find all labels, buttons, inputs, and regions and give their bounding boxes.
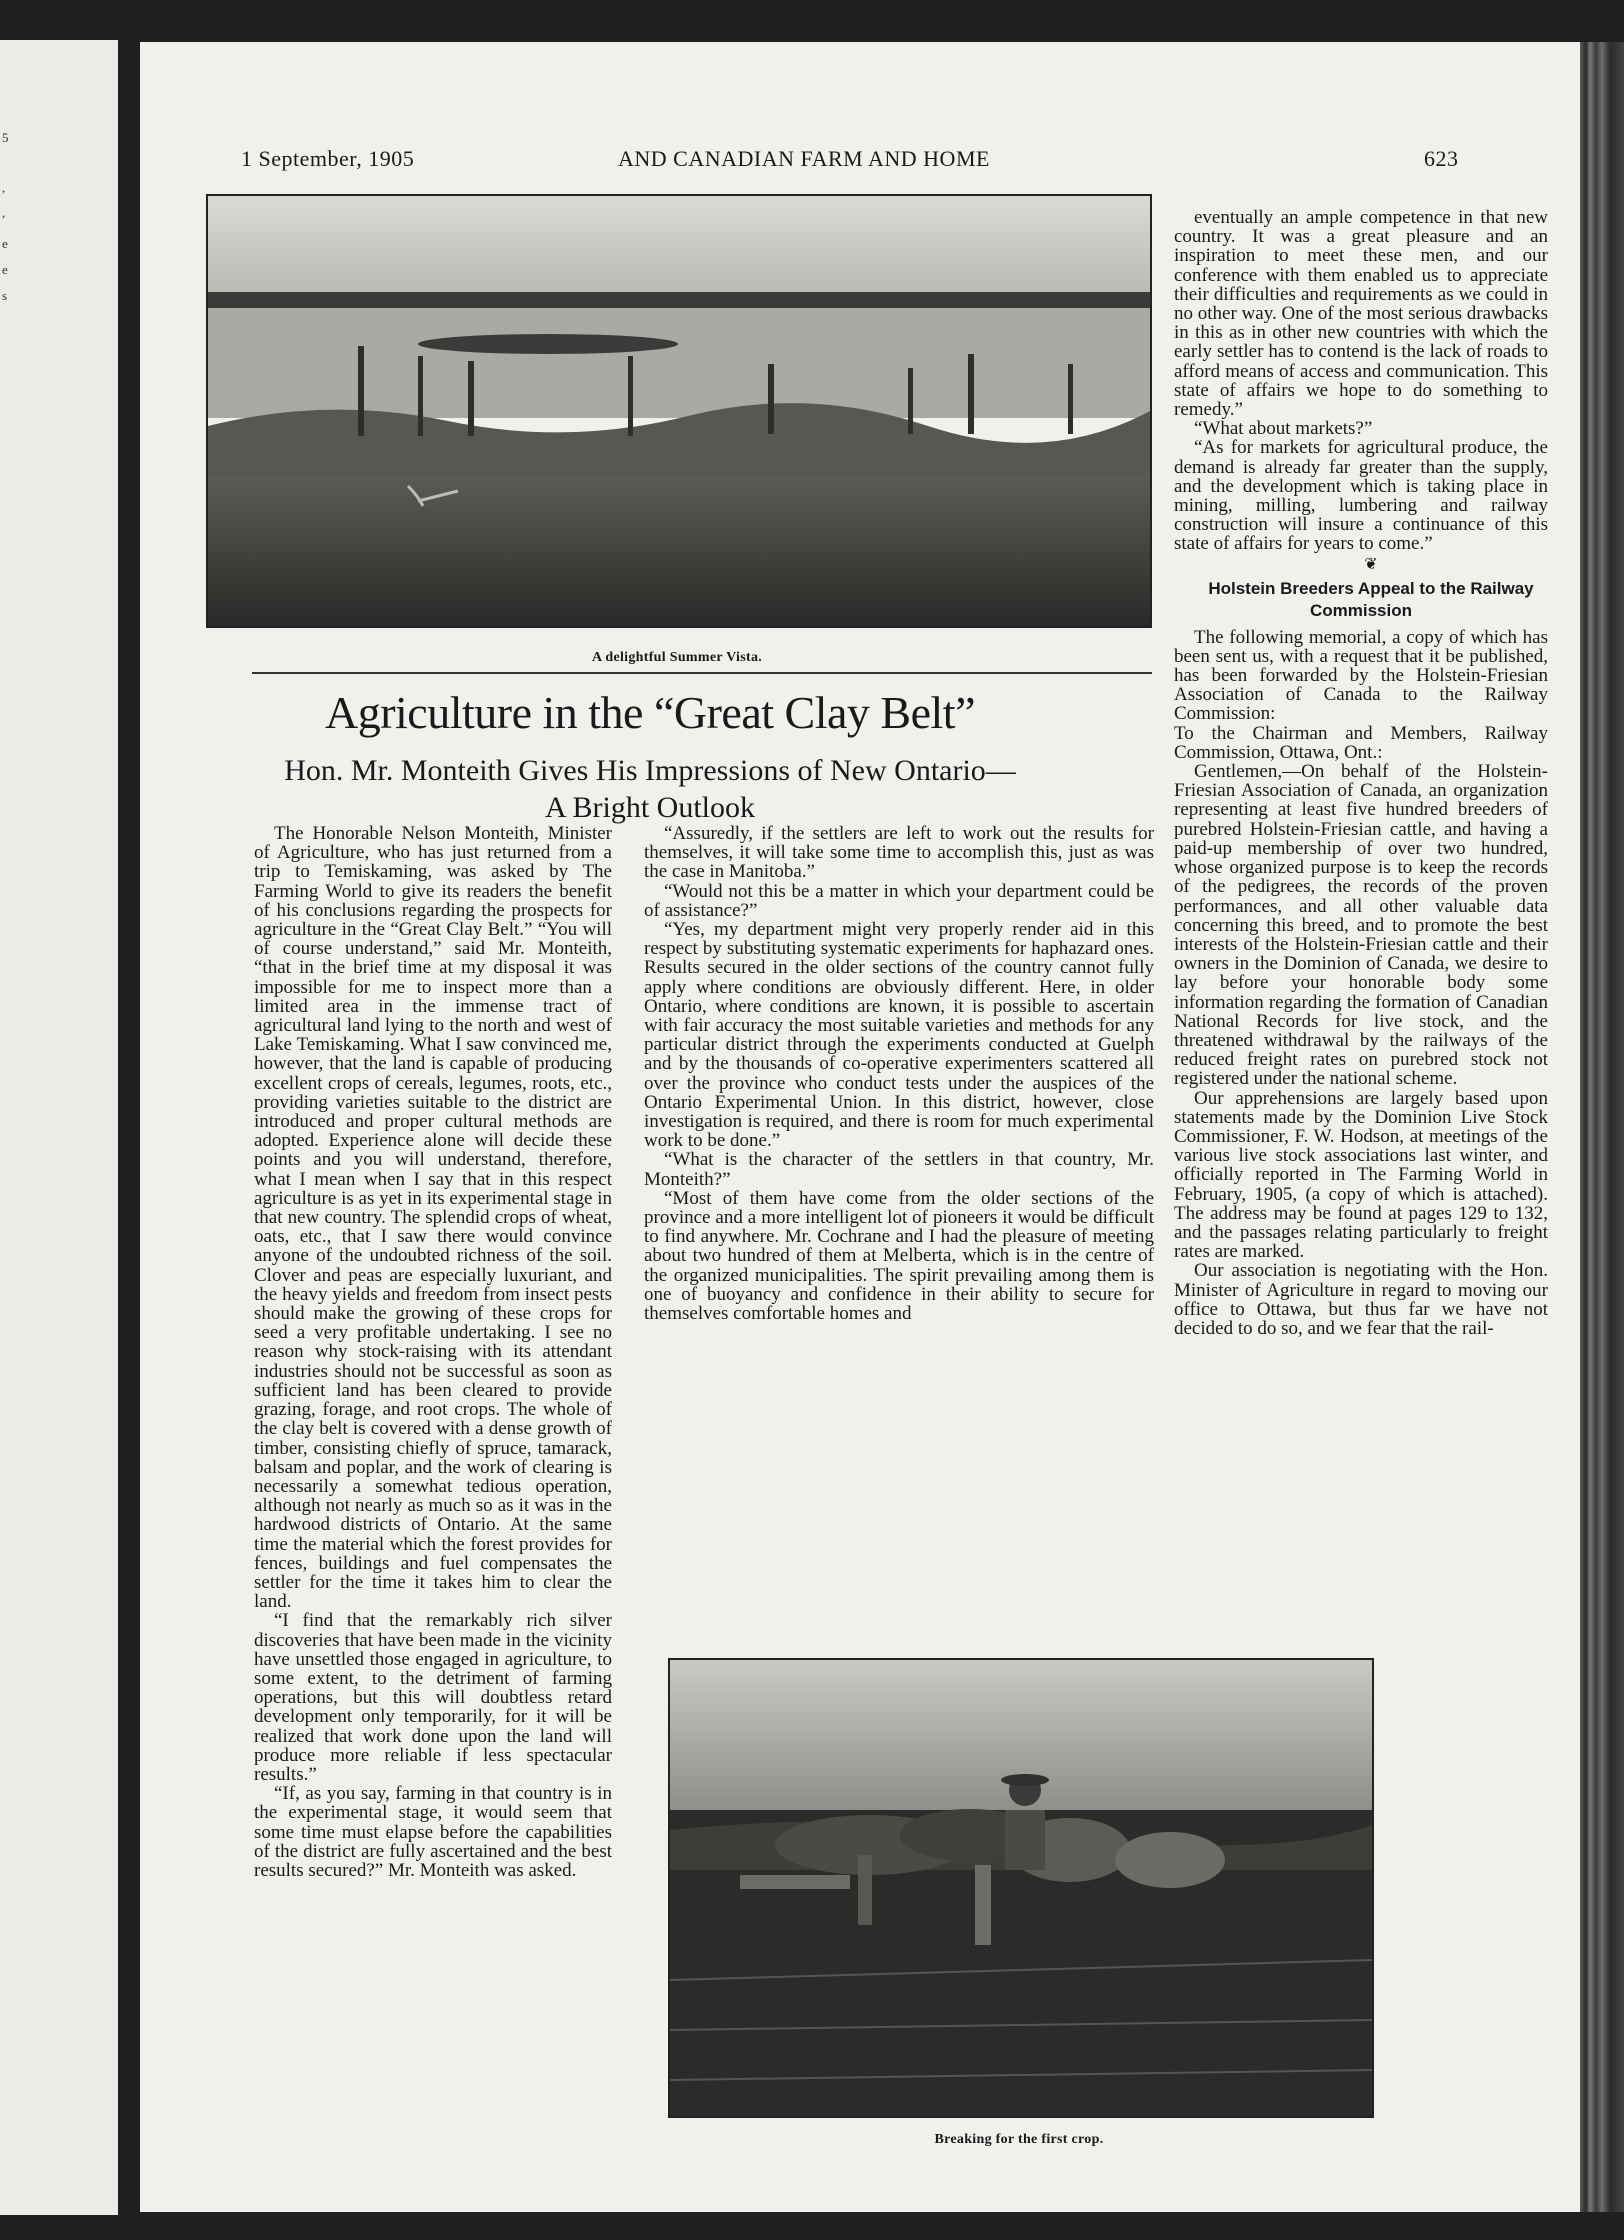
margin-fragment: 5 [2, 130, 9, 145]
article-column-2 [644, 824, 1154, 1323]
publication-title: AND CANADIAN FARM AND HOME [618, 146, 990, 171]
section-ornament: ❦ [1364, 555, 1378, 573]
page-header [140, 146, 1580, 186]
issue-date: 1 September, 1905 [241, 146, 415, 171]
holstein-heading: Holstein Breeders Appeal to the Railway Commission [1208, 578, 1534, 620]
article-paragraph: eventually an ample competence in that new country. It was a great pleasure and an inspiration to meet these men, and our conference with them enabled us to appreciate their difficulties and requirements as we could in no other way. One of the most serious drawbacks in this as in other new countries with which the early settler has to contend is the lack of roads to afford means of access and communication. This state of affairs we hope to do something to remedy.” [1174, 207, 1548, 421]
article-paragraph: The Honorable Nelson Monteith, Minister of Agriculture, who has just returned from a trip to Temiskaming, was asked by The Farming World to give its readers the benefit of his conclusions regarding the prospects for agriculture in the “Great Clay Belt.” “You will of course understand,” said Mr. Monteith, “that in the brief time at my disposal it was impossible for me to inspect more than a limited area in the immense tract of agricultural land lying to the north and west of Lake Temiskaming. What I saw convinced me, however, that the land is capable of producing excellent crops of cereals, legumes, roots, etc., providing varieties suitable to the district are introduced and proper cultural methods are adopted. Experience alone will decide these points and you will understand, therefore, what I mean when I say that in this respect agriculture is as yet in its experimental stage in that new country. The splendid crops of wheat, oats, etc., that I saw there would convince anyone of the undoubted richness of the soil. Clover and peas are especially luxuriant, and the heavy yields and freedom from insect pests should make the growing of these crops for seed a very profitable undertaking. I see no reason why stock-raising with its attendant industries should not be successful as soon as sufficient land has been cleared to provide grazing, forage, and root crops. The whole of the clay belt is covered with a dense growth of timber, consisting chiefly of spruce, tamarack, balsam and poplar, and the work of clearing is necessarily a somewhat tedious operation, although not nearly as much so as it was in the hardwood districts of Ontario. At the same time the material which the forest provides for fences, buildings and fuel compensates the settler for the time it takes him to clear the land. [254, 823, 612, 1613]
holstein-paragraph: Our association is negotiating with the Hon. Minister of Agriculture in regard to moving our office to Ottawa, but thus far we have not decided to do so, and we fear that the rail- [1174, 1260, 1548, 1339]
margin-fragment: e [2, 236, 8, 251]
holstein-paragraph: Our apprehensions are largely based upon statements made by the Dominion Live Stock Commissioner, F. W. Hodson, at meetings of the various live stock associations last winter, and officially reported in The Farming World in February, 1905, (a copy of which is attached). The address may be found at pages 129 to 132, and the passages relating particularly to freight rates are marked. [1174, 1087, 1548, 1263]
article-column-1 [254, 824, 612, 1880]
article-paragraph: “Would not this be a matter in which your department could be of assistance?” [644, 880, 1154, 921]
adjacent-page-strip [0, 40, 118, 2215]
article-paragraph: “Most of them have come from the older sections of the province and a more intelligent lot of pioneers it would be difficult to find anywhere. Mr. Cochrane and I had the pleasure of meeting about two hundred of them at Melberta, which is in the centre of the organized municipalities. The spirit prevailing among them is one of buoyancy and confidence in their ability to secure for themselves comfortable homes and [644, 1187, 1154, 1325]
bottom-photo-caption: Breaking for the first crop. [934, 2132, 1104, 2147]
page-number: 623 [1424, 146, 1459, 171]
section-divider [252, 672, 1152, 674]
summer-vista-photo [206, 194, 1152, 628]
top-photo-caption: A delightful Summer Vista. [591, 650, 763, 665]
article-column-3 [1174, 208, 1548, 1338]
margin-fragment: , [2, 180, 6, 195]
article-paragraph: “What about markets?” [1194, 418, 1373, 440]
article-paragraph: “Yes, my department might very properly render aid in this respect by substituting systematic experiments for haphazard ones. Results secured in the older sections of the country cannot fully apply where conditions are obviously different. Here, in older Ontario, where conditions are known, it is possible to ascertain with fair accuracy the most suitable varieties and methods for any particular district through the experiments conducted at Guelph and by the thousands of co-operative experimenters scattered all over the province who conduct tests under the auspices of the Ontario Experimental Union. In this district, however, close investigation is required, and there is room for much experimental work to be done.” [644, 919, 1154, 1152]
holstein-paragraph: The following memorial, a copy of which has been sent us, with a request that it be published, has been forwarded by the Holstein-Friesian Association of Canada to the Railway Commission: [1174, 626, 1548, 725]
article-subtitle [200, 752, 1100, 826]
holstein-salutation: To the Chairman and Members, Railway Commission, Ottawa, Ont.: [1174, 722, 1548, 763]
article-subtitle-line: Hon. Mr. Monteith Gives His Impressions of New Ontario— [284, 754, 1016, 787]
lake-landscape-image [208, 196, 1150, 626]
book-page-edges [1580, 42, 1624, 2212]
holstein-paragraph: Gentlemen,—On behalf of the Holstein-Friesian Association of Canada, an organization representing at least five hundred breeders of purebred Holstein-Friesian cattle, and having a paid-up membership of over two hundred, whose organized purpose is to keep the records of the pedigrees, the records of the proven performances, and all other valuable data concerning this breed, and to promote the best interests of the Holstein-Friesian cattle and their owners in the Dominion of Canada, we desire to lay before your honorable body some information regarding the formation of Canadian National Records for live stock, and the threatened withdrawal by the railways of the reduced freight rates on purebred stock not registered under the national scheme. [1174, 761, 1548, 1090]
newspaper-page [140, 42, 1580, 2212]
article-paragraph: “As for markets for agricultural produce, the demand is already far greater than the supply, and the development which is taking place in mining, milling, lumbering and railway construction will insure a continuance of this state of affairs for years to come.” [1174, 437, 1548, 555]
article-paragraph: “If, as you say, farming in that country is in the experimental stage, it would seem that some time must elapse before the capabilities of the district are fully ascertained and the best results secured?” Mr. Monteith was asked. [254, 1783, 612, 1881]
article-title: Agriculture in the “Great Clay Belt” [324, 687, 976, 738]
article-paragraph: “Assuredly, if the settlers are left to work out the results for themselves, it will take some time to accomplish this, just as was the case in Manitoba.” [644, 823, 1154, 883]
article-paragraph: “What is the character of the settlers in that country, Mr. Monteith?” [644, 1149, 1154, 1190]
oxen-field-image [670, 1660, 1372, 2116]
margin-fragment: s [2, 288, 8, 303]
margin-fragment: e [2, 262, 8, 277]
article-paragraph: “I find that the remarkably rich silver discoveries that have been made in the vicinity have unsettled those engaged in agriculture, to some extent, to the detriment of farming operations, but this will doubtless retard development only temporarily, for it will be realized that work done upon the land will produce more reliable if less spectacular results.” [254, 1610, 612, 1785]
article-subtitle-line: A Bright Outlook [544, 791, 755, 824]
oxen-plowing-photo [668, 1658, 1374, 2118]
margin-fragment: , [2, 205, 6, 220]
